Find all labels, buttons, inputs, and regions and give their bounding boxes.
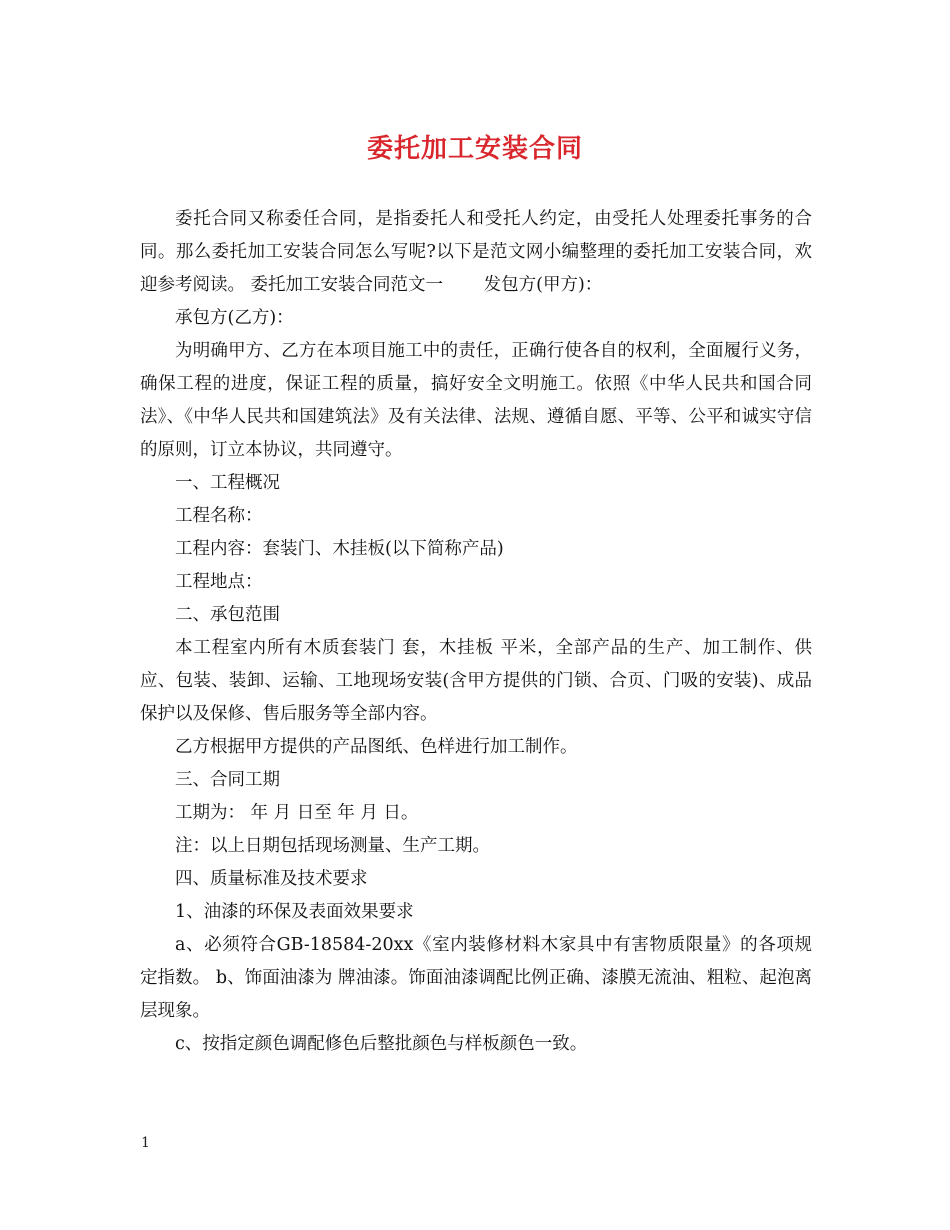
paragraph-contractor: 承包方(乙方)： [175,308,294,328]
section-heading-quality: 四、质量标准及技术要求 [175,869,368,889]
paragraph-paint-requirements: 1、油漆的环保及表面效果要求 [175,902,414,922]
paragraph-project-location: 工程地点： [175,572,263,592]
document-body [140,203,812,1061]
paragraph-period: 工期为： 年 月 日至 年 月 日。 [175,803,419,823]
section-heading-period: 三、合同工期 [175,770,280,790]
section-heading-scope: 二、承包范围 [175,605,280,625]
paragraph-drawings: 乙方根据甲方提供的产品图纸、色样进行加工制作。 [175,737,578,757]
section-heading-overview: 一、工程概况 [175,473,280,493]
paragraph-scope: 本工程室内所有木质套装门 套，木挂板 平米，全部产品的生产、加工制作、供应、包装、装卸、运输、工地现场安装(含甲方提供的门锁、合页、门吸的安装)、成品保护以及保修、售后服务等全部内容。 [140,638,812,724]
paragraph-project-name: 工程名称： [175,506,263,526]
paragraph-paint-color: c、按指定颜色调配修色后整批颜色与样板颜色一致。 [175,1034,588,1054]
paragraph-intro: 委托合同又称委任合同，是指委托人和受托人约定，由受托人处理委托事务的合同。那么委托加工安装合同怎么写呢?以下是范文网小编整理的委托加工安装合同，欢迎参考阅读。 委托加工安装合同范文一 发包方(甲方)： [140,209,812,295]
paragraph-purpose: 为明确甲方、乙方在本项目施工中的责任，正确行使各自的权利，全面履行义务，确保工程的进度，保证工程的质量，搞好安全文明施工。依照《中华人民共和国合同法》、《中华人民共和国建筑法》及有关法律、法规、遵循自愿、平等、公平和诚实守信的原则，订立本协议，共同遵守。 [140,341,812,460]
page-number: 1 [141,1135,150,1151]
paragraph-project-content: 工程内容：套装门、木挂板(以下简称产品) [175,539,504,559]
paragraph-period-note: 注：以上日期包括现场测量、生产工期。 [175,836,490,856]
paragraph-paint-standard: a、必须符合GB-18584-20xx《室内装修材料木家具中有害物质限量》的各项规定指数。 b、饰面油漆为 牌油漆。饰面油漆调配比例正确、漆膜无流油、粗粒、起泡离层现象。 [140,935,812,1021]
document-title: 委托加工安装合同 [366,134,583,164]
